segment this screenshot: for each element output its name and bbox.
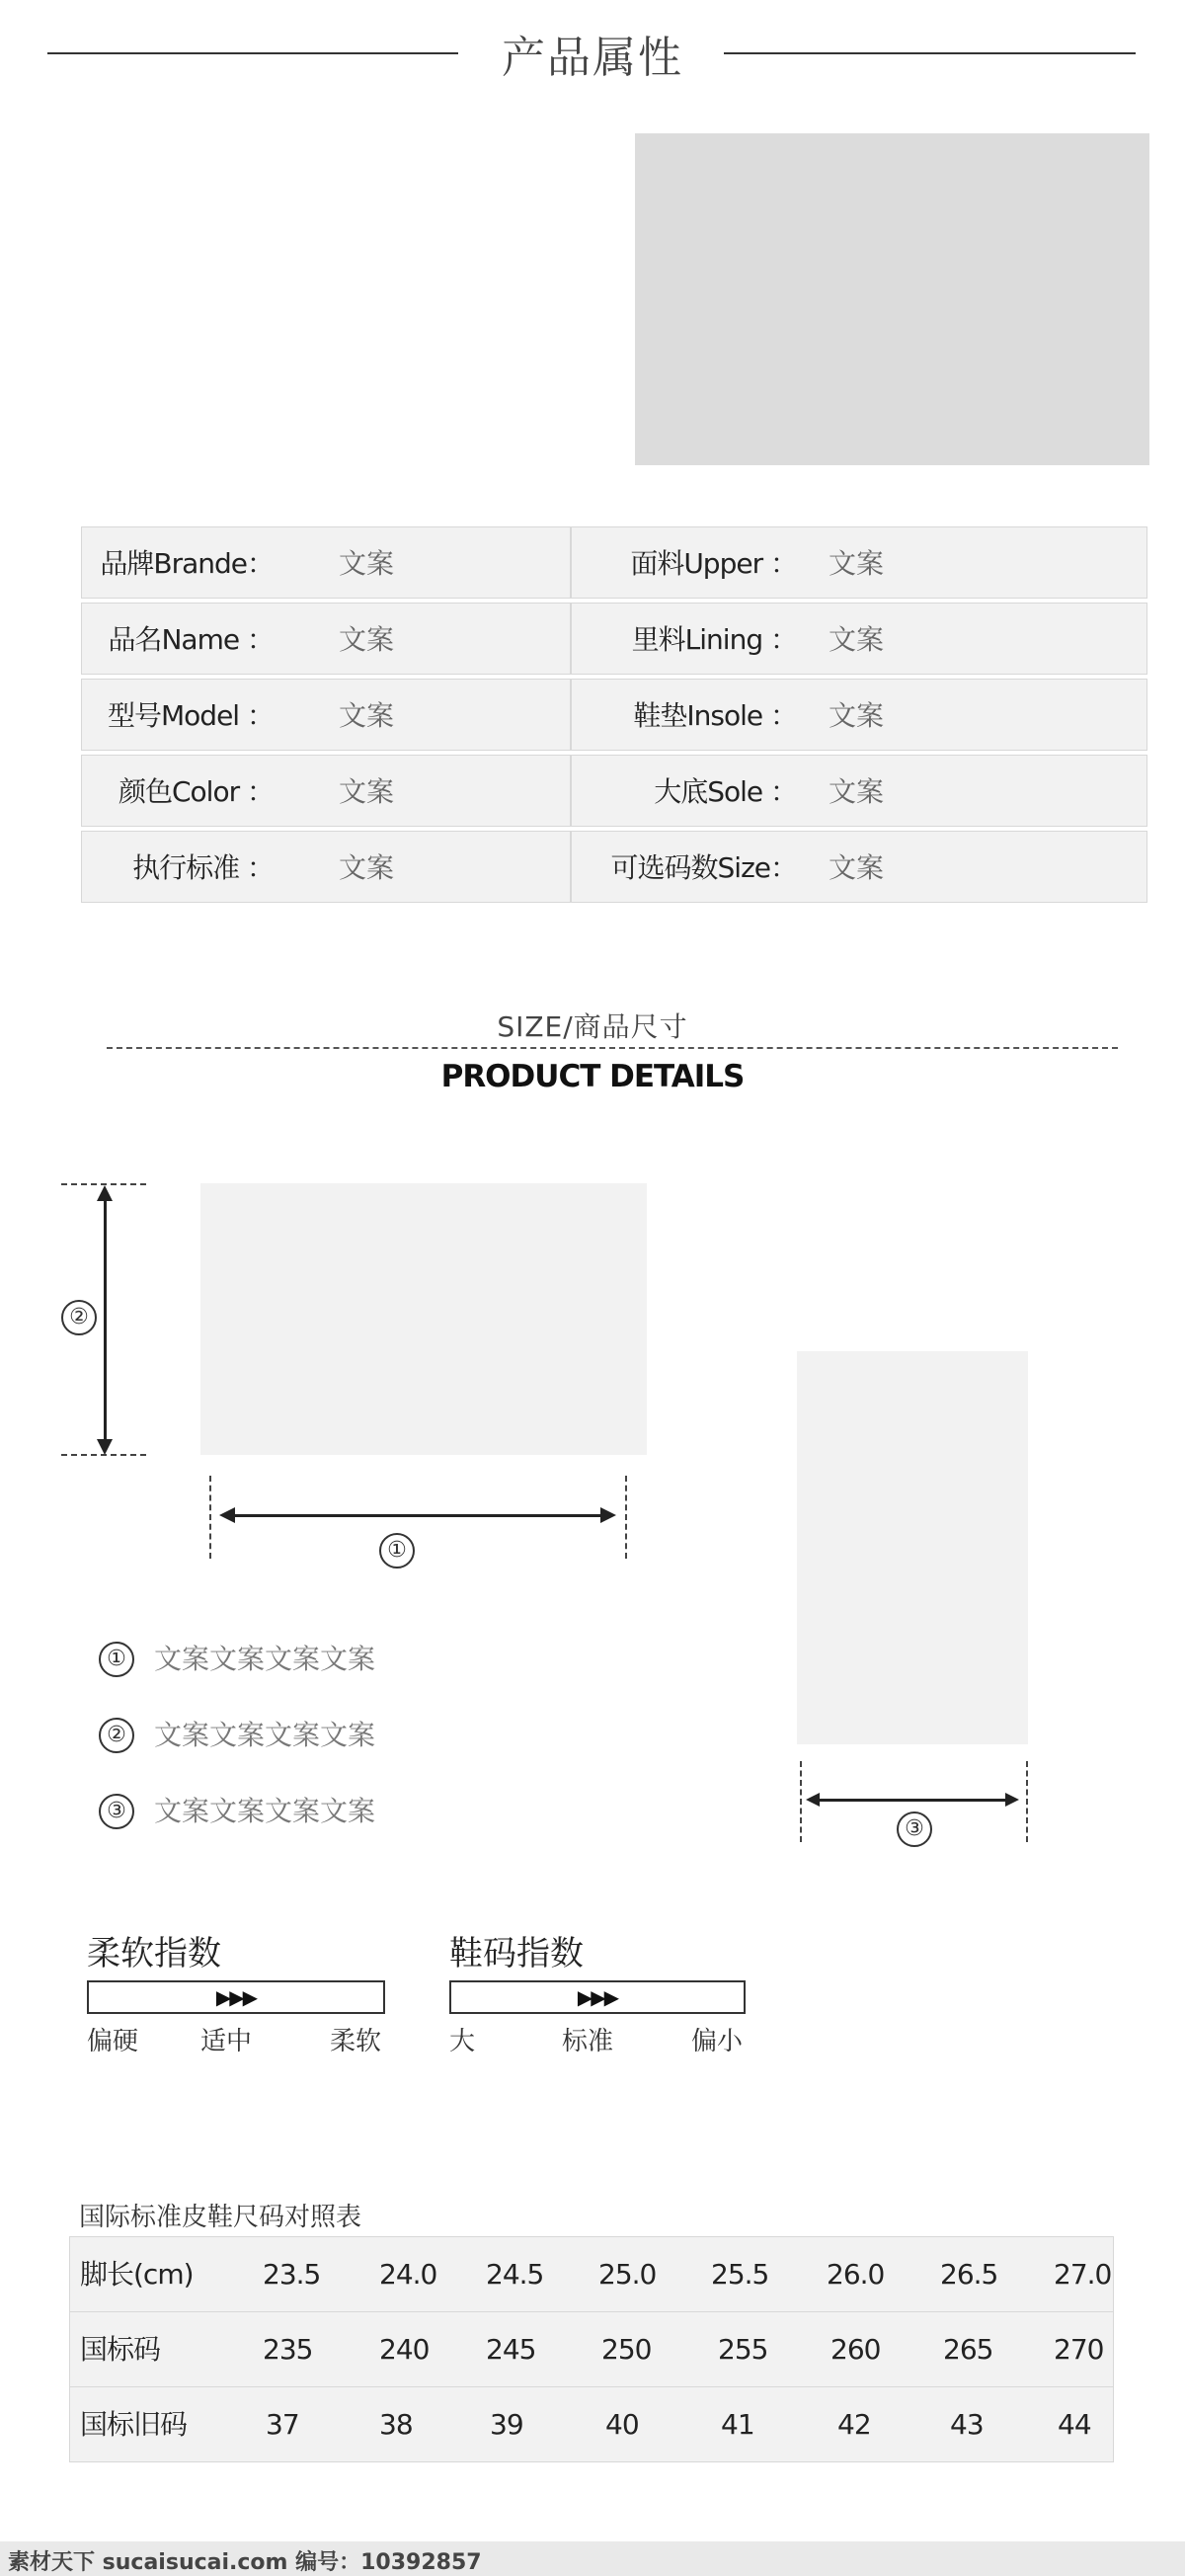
attribute-cell <box>81 603 571 675</box>
arrow-left-icon <box>219 1507 235 1523</box>
attribute-cell <box>571 679 1147 751</box>
description-marker: ① <box>99 1642 134 1677</box>
table-cell: 23.5 <box>263 2258 321 2291</box>
attribute-value: 文案 <box>339 775 395 808</box>
table-cell: 245 <box>486 2333 536 2366</box>
length-guide-right <box>625 1476 627 1559</box>
fit-title: 鞋码指数 <box>449 1934 584 1973</box>
attribute-value: 文案 <box>829 623 885 656</box>
table-cell: 39 <box>490 2408 523 2441</box>
size-chart-title: 国际标准皮鞋尺码对照表 <box>79 2203 362 2232</box>
table-cell: 37 <box>266 2408 299 2441</box>
section-title: 产品属性 <box>502 33 683 83</box>
arrow-left-icon <box>806 1793 820 1807</box>
row-header: 国标码 <box>80 2333 161 2366</box>
table-cell: 240 <box>379 2333 430 2366</box>
attribute-cell <box>571 526 1147 599</box>
table-cell: 265 <box>943 2333 993 2366</box>
table-cell: 24.5 <box>486 2258 544 2291</box>
table-cell: 40 <box>605 2408 639 2441</box>
description-text: 文案文案文案文案 <box>154 1643 376 1675</box>
fit-label: 标准 <box>562 2027 614 2056</box>
attribute-row <box>81 679 1147 755</box>
softness-scale <box>87 1980 385 2014</box>
table-cell: 42 <box>837 2408 871 2441</box>
table-cell: 38 <box>379 2408 413 2441</box>
table-row <box>69 2311 1114 2387</box>
description-text: 文案文案文案文案 <box>154 1795 376 1827</box>
size-chart-table <box>69 2236 1114 2462</box>
attribute-row <box>81 603 1147 679</box>
product-photo-placeholder <box>635 133 1149 465</box>
triple-arrow-icon: ▶▶▶ <box>215 1985 257 2009</box>
height-arrow <box>104 1195 107 1444</box>
arrow-down-icon <box>97 1439 113 1455</box>
table-cell: 27.0 <box>1054 2258 1112 2291</box>
attribute-value: 文案 <box>339 699 395 732</box>
attribute-label: 面料Upper ： <box>630 547 797 580</box>
arrow-right-icon <box>1005 1793 1019 1807</box>
attribute-label: 执行标准 ： <box>132 851 274 884</box>
marker-3: ③ <box>897 1811 932 1847</box>
table-row <box>69 2386 1114 2462</box>
table-cell: 235 <box>263 2333 313 2366</box>
triple-arrow-icon: ▶▶▶ <box>577 1985 618 2009</box>
fit-label: 大 <box>449 2027 476 2056</box>
attribute-row <box>81 831 1147 907</box>
attribute-label: 颜色Color ： <box>118 775 274 808</box>
arrow-up-icon <box>97 1185 113 1201</box>
table-cell: 255 <box>718 2333 768 2366</box>
softness-label: 柔软 <box>330 2027 382 2056</box>
attribute-label: 品名Name ： <box>108 623 274 656</box>
table-cell: 260 <box>830 2333 881 2366</box>
softness-title: 柔软指数 <box>87 1934 221 1973</box>
product-details-heading: PRODUCT DETAILS <box>440 1059 745 1094</box>
softness-label: 偏硬 <box>87 2027 139 2056</box>
table-cell: 26.5 <box>940 2258 998 2291</box>
attribute-cell <box>81 526 571 599</box>
width-arrow <box>818 1799 1007 1802</box>
footer-watermark-text: 素材天下 sucaisucai.com 编号：10392857 <box>8 2550 482 2575</box>
attribute-label: 品牌Brande： <box>100 547 274 580</box>
table-cell: 25.0 <box>598 2258 657 2291</box>
fit-scale <box>449 1980 746 2014</box>
attribute-value: 文案 <box>339 623 395 656</box>
attribute-label: 里料Lining ： <box>631 623 797 656</box>
table-cell: 25.5 <box>711 2258 769 2291</box>
table-cell: 43 <box>950 2408 984 2441</box>
attribute-cell <box>81 755 571 827</box>
width-guide-right <box>1026 1761 1028 1842</box>
table-cell: 41 <box>721 2408 754 2441</box>
attribute-cell <box>81 831 571 903</box>
table-row <box>69 2236 1114 2312</box>
table-cell: 26.0 <box>827 2258 885 2291</box>
attribute-label: 鞋垫Insole ： <box>633 699 797 732</box>
row-header: 国标旧码 <box>80 2408 188 2441</box>
attribute-row <box>81 755 1147 831</box>
footer-watermark-bar <box>0 2541 1185 2576</box>
shoe-front-view-placeholder <box>797 1351 1028 1744</box>
softness-label: 适中 <box>200 2027 253 2056</box>
attribute-value: 文案 <box>829 775 885 808</box>
marker-2: ② <box>61 1300 97 1335</box>
arrow-right-icon <box>600 1507 616 1523</box>
attribute-label: 可选码数Size： <box>610 851 797 884</box>
marker-1: ① <box>379 1533 415 1569</box>
description-text: 文案文案文案文案 <box>154 1719 376 1751</box>
attribute-value: 文案 <box>829 851 885 884</box>
attribute-label: 大底Sole ： <box>654 775 797 808</box>
length-arrow <box>231 1514 604 1517</box>
attribute-value: 文案 <box>339 547 395 580</box>
length-guide-left <box>209 1476 211 1559</box>
table-cell: 44 <box>1058 2408 1091 2441</box>
size-title: SIZE/商品尺寸 <box>497 1010 688 1043</box>
attribute-value: 文案 <box>829 699 885 732</box>
table-cell: 250 <box>601 2333 652 2366</box>
table-cell: 24.0 <box>379 2258 437 2291</box>
header-rule-right <box>724 52 1136 54</box>
dashed-divider <box>107 1047 1118 1049</box>
description-marker: ② <box>99 1718 134 1753</box>
attribute-label: 型号Model ： <box>108 699 274 732</box>
fit-label: 偏小 <box>691 2027 744 2056</box>
description-marker: ③ <box>99 1794 134 1829</box>
header-rule-left <box>47 52 458 54</box>
attribute-row <box>81 526 1147 603</box>
attribute-cell <box>571 831 1147 903</box>
shoe-side-view-placeholder <box>200 1183 647 1455</box>
table-cell: 270 <box>1054 2333 1104 2366</box>
attribute-cell <box>571 603 1147 675</box>
row-header: 脚长(cm) <box>80 2258 194 2291</box>
width-guide-left <box>800 1761 802 1842</box>
attribute-cell <box>571 755 1147 827</box>
attribute-cell <box>81 679 571 751</box>
attribute-table <box>81 526 1147 907</box>
attribute-value: 文案 <box>339 851 395 884</box>
attribute-value: 文案 <box>829 547 885 580</box>
